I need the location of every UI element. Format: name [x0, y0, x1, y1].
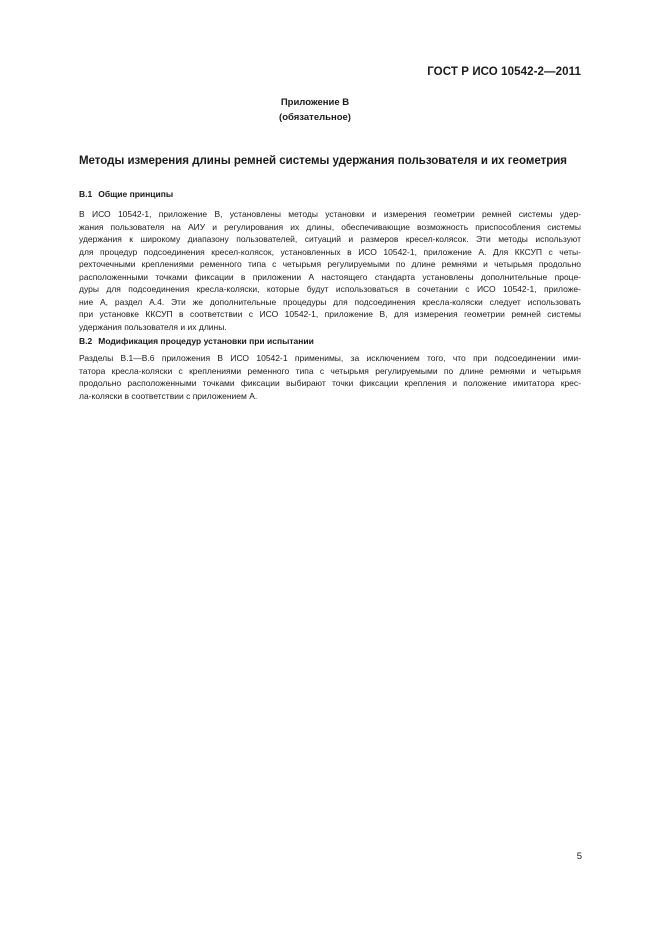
paragraph-line: Разделы В.1—В.6 приложения В ИСО 10542-1 применимы, за исключением того, что при подсоединении ими-: [79, 353, 581, 363]
section-heading: [79, 189, 173, 199]
paragraph-line: удержания к широкому диапазону пользователей, ситуаций и размеров кресел-колясок. Эти методы используют: [79, 234, 581, 244]
section-number: В.1: [79, 189, 93, 199]
paragraph-line: расположенными точками фиксации в приложении А настоящего стандарта установлены дополнительные проце-: [79, 271, 581, 282]
section-heading: [79, 336, 314, 346]
annex-label: Приложение В: [280, 97, 350, 108]
paragraph-line: при установке ККСУП в соответствии с ИСО 10542-1, приложение В, для измерения геометрии ремней системы: [79, 309, 581, 319]
standard-designation: ГОСТ Р ИСО 10542-2—2011: [427, 66, 581, 78]
section-number: В.2: [79, 336, 93, 346]
section-title: Модификация процедур установки при испытании: [98, 336, 314, 346]
paragraph-line: ние А, раздел А.4. Эти же дополнительные процедуры для подсоединения кресла-коляски следует использовать: [79, 296, 581, 307]
page-number: 5: [576, 851, 582, 862]
section-title: Общие принципы: [98, 189, 174, 199]
paragraph-line: В ИСО 10542-1, приложение В, установлены методы установки и измерения геометрии ремней системы удер-: [79, 209, 581, 219]
section-paragraph: [79, 208, 581, 333]
paragraph-line: удержания пользователя и их длины.: [79, 321, 227, 332]
paragraph-line: жания пользователя на АИУ и регулирования их длины, обеспечивающие возможность приспособления системы: [79, 221, 581, 232]
paragraph-line: татора кресла-коляски с креплениями ременного типа с четырьмя регулируемыми по длине ремнями и четырьмя: [79, 365, 581, 376]
annex-title: Методы измерения длины ремней системы удержания пользователя и их геометрия: [78, 155, 568, 167]
section-paragraph: [79, 352, 581, 402]
annex-block: [0, 95, 630, 125]
annex-status: (обязательное): [279, 112, 351, 123]
paragraph-line: ла-коляски в соответствии с приложением А.: [79, 390, 258, 401]
paragraph-line: дуры для подсоединения кресла-коляски, которые будут использоваться в сочетании с ИСО 10542-1, приложе-: [79, 284, 581, 294]
paragraph-line: продольно расположенными точками фиксации выбирают точки фиксации крепления и положение имитатора крес-: [79, 378, 581, 388]
paragraph-line: рехточечными креплениями ременного типа с четырьмя регулируемыми по длине ремнями и четырьмя продольно: [79, 259, 581, 269]
paragraph-line: для процедур подсоединения кресел-колясок, установленных в ИСО 10542-1, приложение А. Для ККСУП с четы-: [79, 246, 581, 257]
